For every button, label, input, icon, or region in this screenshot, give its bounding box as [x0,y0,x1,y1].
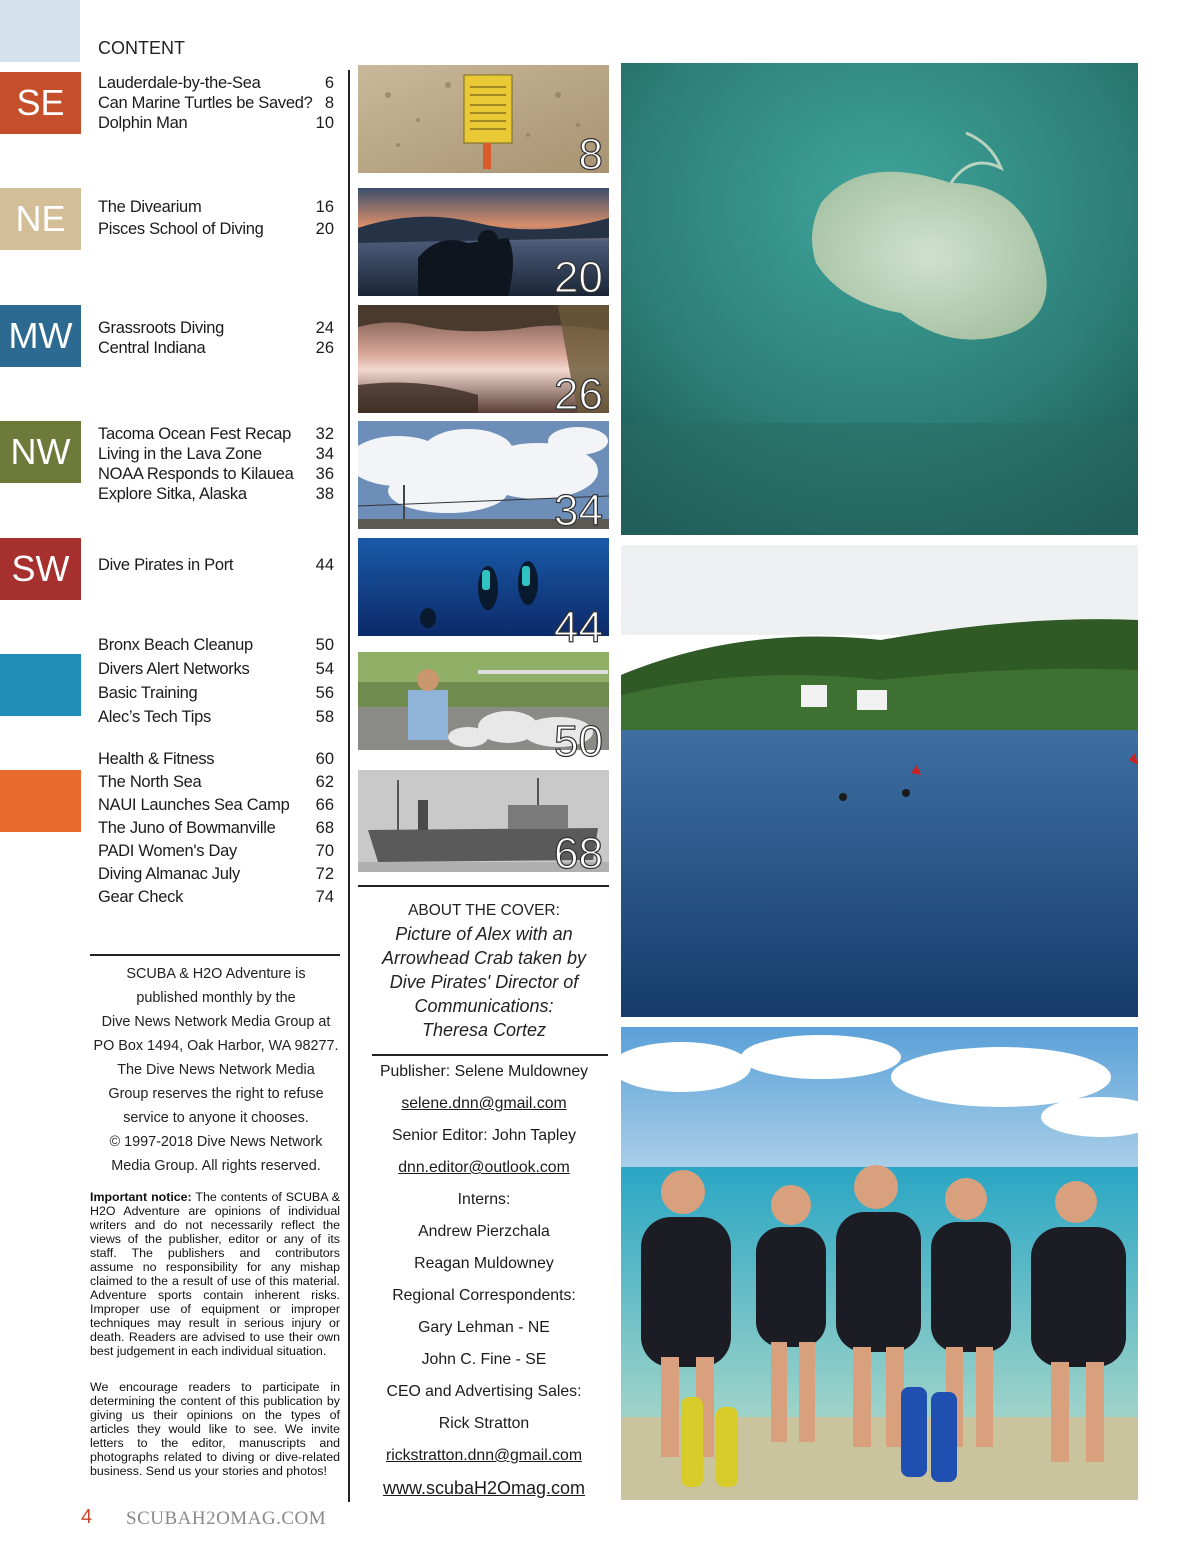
publisher-note-line: service to anyone it chooses. [123,1110,309,1126]
toc-group-sw [98,556,334,576]
footer-site-url[interactable]: SCUBAH2OMAG.COM [126,1508,327,1529]
toc-entry[interactable]: Basic Training 56 [98,684,334,702]
thumbnail-page-number: 68 [554,828,603,872]
ceo-name: Rick Stratton [438,1415,530,1432]
toc-group-orange [98,750,334,911]
toc-entry[interactable]: Dolphin Man 10 [98,114,334,132]
toc-entry[interactable]: The North Sea 62 [98,773,334,791]
thumbnail-page-number: 20 [554,252,603,296]
toc-entry[interactable]: The Juno of Bowmanville 68 [98,819,334,837]
toc-entry[interactable]: Grassroots Diving 24 [98,319,334,337]
thumbnail-page-number: 8 [578,129,603,173]
thumbnail-beach-cleanup[interactable] [358,652,609,760]
header-color-swatch [0,0,80,62]
thumbnail-page-number: 34 [554,485,603,529]
cover-line: Dive Pirates' Director of [389,972,579,992]
section-divider [358,885,609,887]
publisher-note-line: Dive News Network Media Group at [101,1014,331,1030]
thumbnail-page-number: 26 [554,369,603,413]
section-divider [90,954,340,956]
cover-line: Picture of Alex with an [395,924,573,944]
toc-entry[interactable]: PADI Women's Day 70 [98,842,334,860]
intern-name: Andrew Pierzchala [418,1223,550,1240]
important-notice [90,1190,340,1358]
photo-plastic-bag-underwater [621,63,1138,535]
divers-on-beach-image [621,1027,1138,1500]
toc-entry[interactable]: NOAA Responds to Kilauea 36 [98,465,334,483]
region-tab-sw: SW [0,538,81,600]
editor-credit: Senior Editor: John Tapley [391,1127,577,1144]
content-heading: CONTENT [98,38,185,58]
toc-entry[interactable]: Pisces School of Diving 20 [98,220,334,238]
page-number: 4 [81,1506,93,1528]
cover-line: Arrowhead Crab taken by [381,948,587,968]
toc-group-se [98,74,334,134]
toc-entry[interactable]: Diving Almanac July 72 [98,865,334,883]
staff-credits [360,1056,608,1504]
publisher-email-link[interactable]: selene.dnn@gmail.com [401,1095,567,1112]
correspondent-name: John C. Fine - SE [421,1351,547,1368]
photo-divers-on-beach [621,1027,1138,1500]
toc-entry[interactable]: Central Indiana 26 [98,339,334,357]
toc-entry[interactable]: Living in the Lava Zone 34 [98,445,334,463]
toc-group-nw [98,425,334,505]
correspondents-label: Regional Correspondents: [392,1287,576,1304]
toc-entry[interactable]: Alec’s Tech Tips 58 [98,708,334,726]
region-tab-se: SE [0,72,81,134]
important-notice-label: Important notice: [90,1190,192,1204]
toc-entry[interactable]: Explore Sitka, Alaska 38 [98,485,334,503]
toc-group-blue [98,636,334,732]
lake-divers-image [621,545,1138,1017]
thumbnail-old-ship[interactable] [358,770,609,872]
ceo-label: CEO and Advertising Sales: [386,1383,582,1400]
column-divider [348,70,350,1502]
plastic-bag-image [621,63,1138,535]
cover-line: Theresa Cortez [421,1020,547,1040]
thumbnail-divers-underwater[interactable] [358,538,609,646]
toc-entry[interactable]: Lauderdale-by-the-Sea 6 [98,74,334,92]
about-the-cover [360,902,608,1042]
interns-label: Interns: [457,1191,511,1208]
cover-heading: ABOUT THE COVER: [408,902,560,919]
toc-entry[interactable]: Tacoma Ocean Fest Recap 32 [98,425,334,443]
publisher-note-line: The Dive News Network Media [117,1062,315,1078]
thumbnail-page-number: 44 [554,602,603,646]
website-link[interactable]: www.scubaH2Omag.com [382,1478,586,1498]
region-tab-nw: NW [0,421,81,483]
cover-line: Communications: [414,996,554,1016]
publisher-note-line: Media Group. All rights reserved. [111,1158,321,1174]
ceo-email-link[interactable]: rickstratton.dnn@gmail.com [385,1447,582,1464]
toc-group-mw [98,319,334,359]
toc-entry[interactable]: Bronx Beach Cleanup 50 [98,636,334,654]
toc-entry[interactable]: Gear Check 74 [98,888,334,906]
thumbnail-diver-dusk[interactable] [358,188,609,296]
correspondent-name: Gary Lehman - NE [418,1319,550,1336]
publisher-note-line: PO Box 1494, Oak Harbor, WA 98277. [93,1038,339,1054]
toc-entry[interactable]: Dive Pirates in Port 44 [98,556,334,574]
toc-entry[interactable]: Health & Fitness 60 [98,750,334,768]
turtle-nest-image [358,65,609,173]
thumbnail-cloudy-sky[interactable] [358,421,609,529]
publisher-credit: Publisher: Selene Muldowney [379,1063,589,1080]
reader-invitation: We encourage readers to participate in determining the content of this publication by giving us their opinions on the types of articles they would like to see. We invite letters to the editor, manuscripts and photographs related to diving or dive-related business. Send us your stories and photos! [90,1380,340,1478]
toc-entry[interactable]: The Divearium 16 [98,198,334,216]
publisher-note-line: Group reserves the right to refuse [108,1086,324,1102]
region-tab-ne: NE [0,188,81,250]
thumbnail-page-number: 50 [554,716,603,760]
toc-entry[interactable]: Can Marine Turtles be Saved? 8 [98,94,334,112]
important-notice-text: The contents of SCUBA & H2O Adventure are opinions of individual writers and do not necessarily reflect the views of the publisher, editor or any of its staff. The publishers and contributors assume no responsibility for any mishap claimed to the a result of use of this material. Adventure sports contain inherent risks. Improper use of equipment or improper techniques may result in serious injury or death. Readers are advised to use their own best judgement in each individual situation. [90,1190,340,1358]
region-tab-blue [0,654,81,716]
publisher-note-line: published monthly by the [136,990,296,1006]
editor-email-link[interactable]: dnn.editor@outlook.com [398,1159,570,1176]
region-tab-orange [0,770,81,832]
intern-name: Reagan Muldowney [414,1255,554,1272]
thumbnail-turtle-nest[interactable] [358,65,609,173]
publisher-note-line: © 1997-2018 Dive News Network [109,1134,323,1150]
toc-group-ne [98,198,334,242]
thumbnail-sunset-marsh[interactable] [358,305,609,413]
region-tab-mw: MW [0,305,81,367]
publisher-note [90,962,342,1178]
toc-entry[interactable]: Divers Alert Networks 54 [98,660,334,678]
publisher-note-line: SCUBA & H2O Adventure is [126,966,306,982]
photo-lake-divers [621,545,1138,1017]
toc-entry[interactable]: NAUI Launches Sea Camp 66 [98,796,334,814]
